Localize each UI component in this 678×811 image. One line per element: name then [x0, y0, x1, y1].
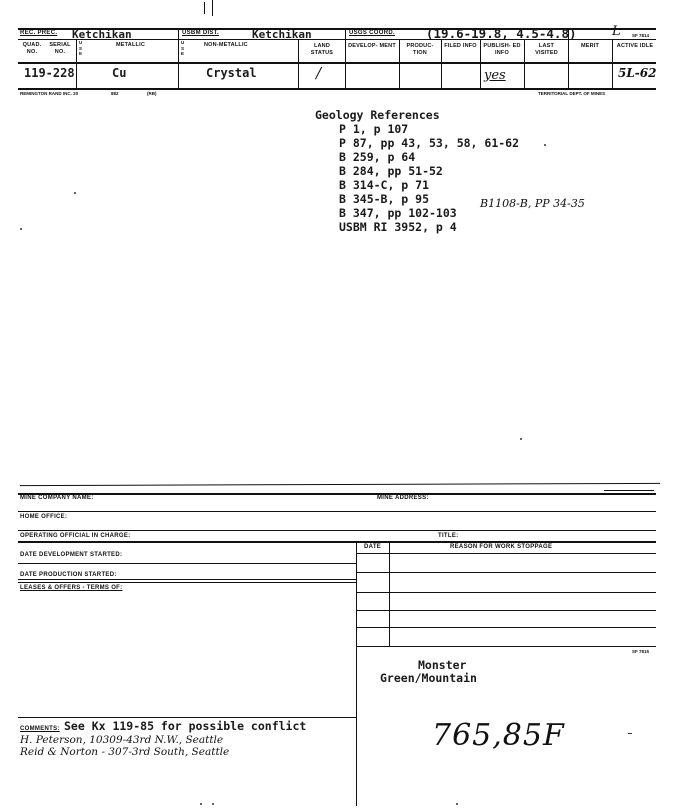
reference-item: P 1, p 107 — [339, 122, 409, 136]
location-line1: Monster — [418, 658, 467, 672]
form-rule — [356, 553, 656, 554]
land-status-value: / — [316, 64, 322, 82]
footer-left: REMINGTON RAND INC. 20 — [20, 91, 79, 96]
handwritten-reference-note: B1108-B, PP 34-35 — [480, 197, 585, 210]
col-last-visited: LAST VISITED — [535, 43, 558, 56]
form-rule — [18, 530, 656, 531]
form-rule — [356, 627, 656, 628]
published-value: yes — [484, 68, 506, 83]
reference-item: P 87, pp 43, 53, 58, 61-62 — [339, 136, 520, 150]
rec-prec-label: REC. PREC. — [20, 30, 58, 36]
date-header: DATE — [364, 544, 382, 550]
header-divider — [480, 39, 481, 88]
scan-speck — [20, 228, 22, 230]
header-divider — [568, 39, 569, 88]
col-land-status: LAND STATUS — [310, 43, 334, 56]
reference-item: B 345-B, p 95 — [339, 192, 430, 206]
nonmetallic-value: Crystal — [206, 66, 257, 80]
header-bottom-rule — [18, 88, 656, 90]
col-nonmetallic: NON-METALLIC — [204, 42, 248, 48]
footer-code2: (RB) — [147, 91, 157, 96]
reference-item: B 314-C, p 71 — [339, 178, 430, 192]
leases-label: LEASES & OFFERS - TERMS OF: — [20, 585, 123, 591]
reference-item: B 347, pp 102-103 — [339, 206, 457, 220]
corner-mark: L — [612, 24, 621, 39]
reason-header: REASON FOR WORK STOPPAGE — [450, 544, 553, 550]
scan-speck — [544, 144, 546, 146]
header-divider — [345, 28, 346, 39]
form-rule — [356, 572, 656, 573]
form-rule — [18, 717, 356, 718]
reference-item: B 284, pp 51-52 — [339, 164, 443, 178]
header-divider — [441, 39, 442, 88]
header-divider — [524, 39, 525, 88]
reference-item: USBM RI 3952, p 4 — [339, 220, 457, 234]
header-divider — [298, 39, 299, 88]
col-metallic: METALLIC — [116, 42, 145, 48]
footer-right: TERRITORIAL DEPT. OF MINES — [538, 91, 606, 96]
card-edge — [20, 483, 660, 486]
usbm-dist-value: Ketchikan — [252, 28, 312, 41]
footer-code1: 882 — [111, 91, 119, 96]
header-divider — [76, 39, 77, 88]
card-edge — [604, 490, 654, 491]
active-idle-value: 5L-62 — [618, 66, 657, 80]
form-divider — [356, 541, 357, 806]
metallic-value: Cu — [112, 66, 127, 80]
usgs-coord-value: (19.6-19.8, 4.5-4.8) — [426, 26, 577, 41]
mine-address-label: MINE ADDRESS: — [377, 495, 429, 501]
header-divider — [612, 39, 613, 88]
form-rule — [18, 563, 356, 564]
header-divider — [178, 39, 179, 88]
form-rule — [356, 610, 656, 611]
form-rule — [18, 582, 356, 583]
col-use-right: USE — [181, 40, 185, 56]
form-rule — [18, 511, 656, 512]
date-development-label: DATE DEVELOPMENT STARTED: — [20, 552, 123, 558]
form-rule — [356, 646, 656, 647]
comments-hand-line2: Reid & Norton - 307-3rd South, Seattle — [20, 746, 230, 758]
scan-speck — [74, 192, 76, 194]
form-rule — [18, 493, 656, 495]
scan-speck — [200, 803, 202, 805]
col-production: PRODUC- TION — [406, 43, 434, 56]
home-office-label: HOME OFFICE: — [20, 514, 68, 520]
header-divider — [345, 39, 346, 88]
title-label: TITLE: — [438, 533, 459, 539]
mine-company-label: MINE COMPANY NAME: — [20, 495, 94, 501]
col-development: DEVELOP- MENT — [348, 43, 396, 49]
usgs-coord-label: USGS COORD. — [349, 30, 395, 36]
top-tick — [204, 2, 205, 14]
operating-official-label: OPERATING OFFICIAL IN CHARGE: — [20, 533, 131, 539]
location-line2: Green/Mountain — [380, 671, 477, 685]
col-quad-no: QUAD. NO. — [22, 42, 42, 55]
scan-speck — [628, 733, 632, 734]
comments-text: See Kx 119-85 for possible conflict — [64, 719, 307, 733]
form-rule — [18, 579, 356, 580]
form-code-top: SF 7814 — [632, 33, 650, 38]
handwritten-number: 765,85F — [432, 718, 565, 753]
form-rule — [356, 592, 656, 593]
col-use-left: USE — [79, 40, 83, 56]
usbm-dist-label: USBM DIST. — [182, 30, 220, 36]
scan-speck — [456, 803, 458, 805]
form-code-bottom: SF 7815 — [632, 649, 650, 654]
col-serial-no: SERIAL NO. — [49, 42, 71, 55]
geology-references — [315, 108, 519, 234]
header-rule — [18, 62, 656, 64]
form-divider — [389, 541, 390, 646]
col-merit: MERIT — [580, 43, 600, 49]
col-filed-info: FILED INFO — [444, 43, 477, 49]
comments-label: COMMENTS: — [20, 726, 60, 732]
rec-prec-value: Ketchikan — [72, 28, 132, 41]
top-tick — [212, 0, 213, 16]
header-divider — [178, 28, 179, 39]
col-published-info: PUBLISH- ED INFO — [483, 43, 521, 56]
col-active-idle: ACTIVE IDLE — [616, 43, 654, 49]
scan-speck — [520, 438, 522, 440]
date-production-label: DATE PRODUCTION STARTED: — [20, 572, 117, 578]
quad-serial-value: 119-228 — [24, 66, 75, 80]
references-list — [315, 122, 519, 234]
header-divider — [399, 39, 400, 88]
form-rule — [18, 541, 656, 543]
reference-item: B 259, p 64 — [339, 150, 416, 164]
scan-speck — [212, 803, 214, 805]
comments-hand-line1: H. Peterson, 10309-43rd N.W., Seattle — [20, 734, 224, 746]
references-title: Geology References — [315, 108, 440, 122]
